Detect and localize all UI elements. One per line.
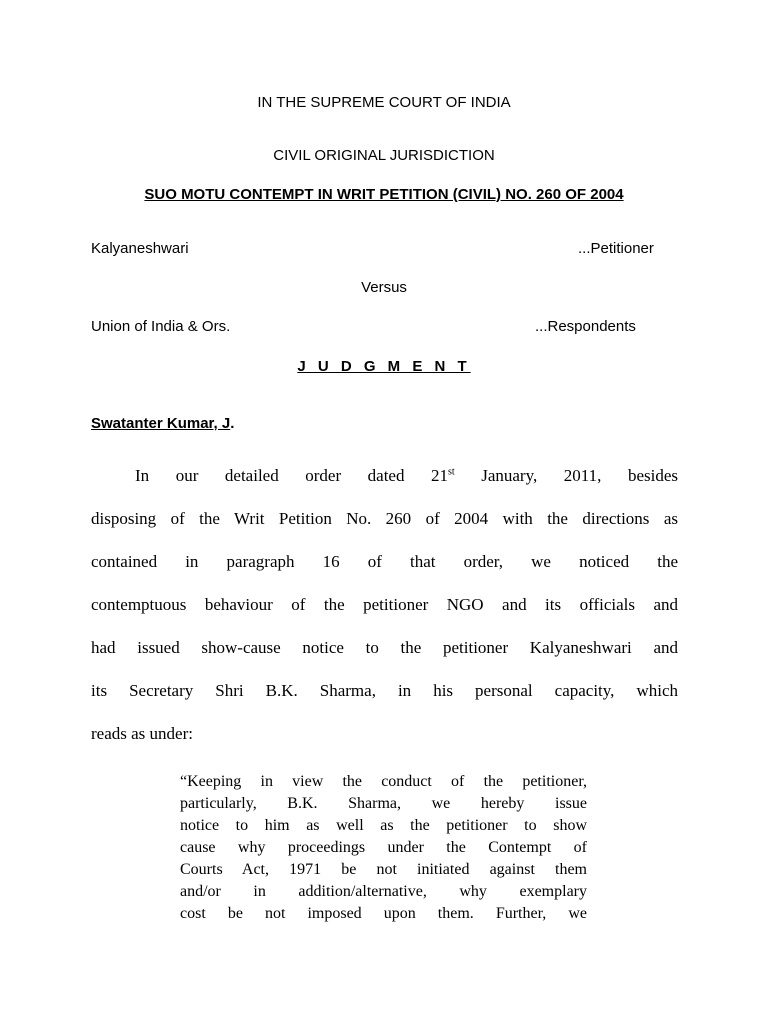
judge-suffix: . xyxy=(230,415,235,432)
petitioner-name: Kalyaneshwari xyxy=(91,240,189,257)
paragraph-line xyxy=(135,466,678,488)
court-title: IN THE SUPREME COURT OF INDIA xyxy=(257,94,511,111)
paragraph-line: contemptuous behaviour of the petitioner NGO and its officials and xyxy=(91,595,678,614)
quote-line: Courts Act, 1971 be not initiated against them xyxy=(180,861,587,878)
quote-line: and/or in addition/alternative, why exemplary xyxy=(180,883,587,900)
paragraph-line: contained in paragraph 16 of that order, we noticed the xyxy=(91,552,678,571)
versus-label: Versus xyxy=(361,279,407,296)
quote-line: cost be not imposed upon them. Further, we xyxy=(180,905,587,922)
paragraph-line: had issued show-cause notice to the petitioner Kalyaneshwari and xyxy=(91,638,678,657)
jurisdiction-title: CIVIL ORIGINAL JURISDICTION xyxy=(273,147,495,164)
quote-line: cause why proceedings under the Contempt of xyxy=(180,839,587,856)
quote-line: particularly, B.K. Sharma, we hereby issue xyxy=(180,795,587,812)
paragraph-line: disposing of the Writ Petition No. 260 of 2004 with the directions as xyxy=(91,509,678,528)
judge-name: Swatanter Kumar, J xyxy=(91,415,231,432)
ordinal-suffix: st xyxy=(448,466,455,478)
case-number: SUO MOTU CONTEMPT IN WRIT PETITION (CIVIL) NO. 260 OF 2004 xyxy=(144,186,624,203)
respondent-name: Union of India & Ors. xyxy=(91,318,231,335)
paragraph-line: reads as under: xyxy=(91,724,193,743)
petitioner-role: ...Petitioner xyxy=(578,240,654,257)
paragraph-line: its Secretary Shri B.K. Sharma, in his personal capacity, which xyxy=(91,681,678,700)
paragraph-line-1-end: January, 2011, besides xyxy=(454,466,678,485)
quote-line: “Keeping in view the conduct of the petitioner, xyxy=(180,773,587,790)
paragraph-line-1-start: In our detailed order dated 21 xyxy=(135,466,449,485)
respondent-role: ...Respondents xyxy=(535,318,636,335)
quote-line: notice to him as well as the petitioner to show xyxy=(180,817,587,834)
judgment-heading: J U D G M E N T xyxy=(297,358,471,375)
judge-line xyxy=(91,415,234,432)
